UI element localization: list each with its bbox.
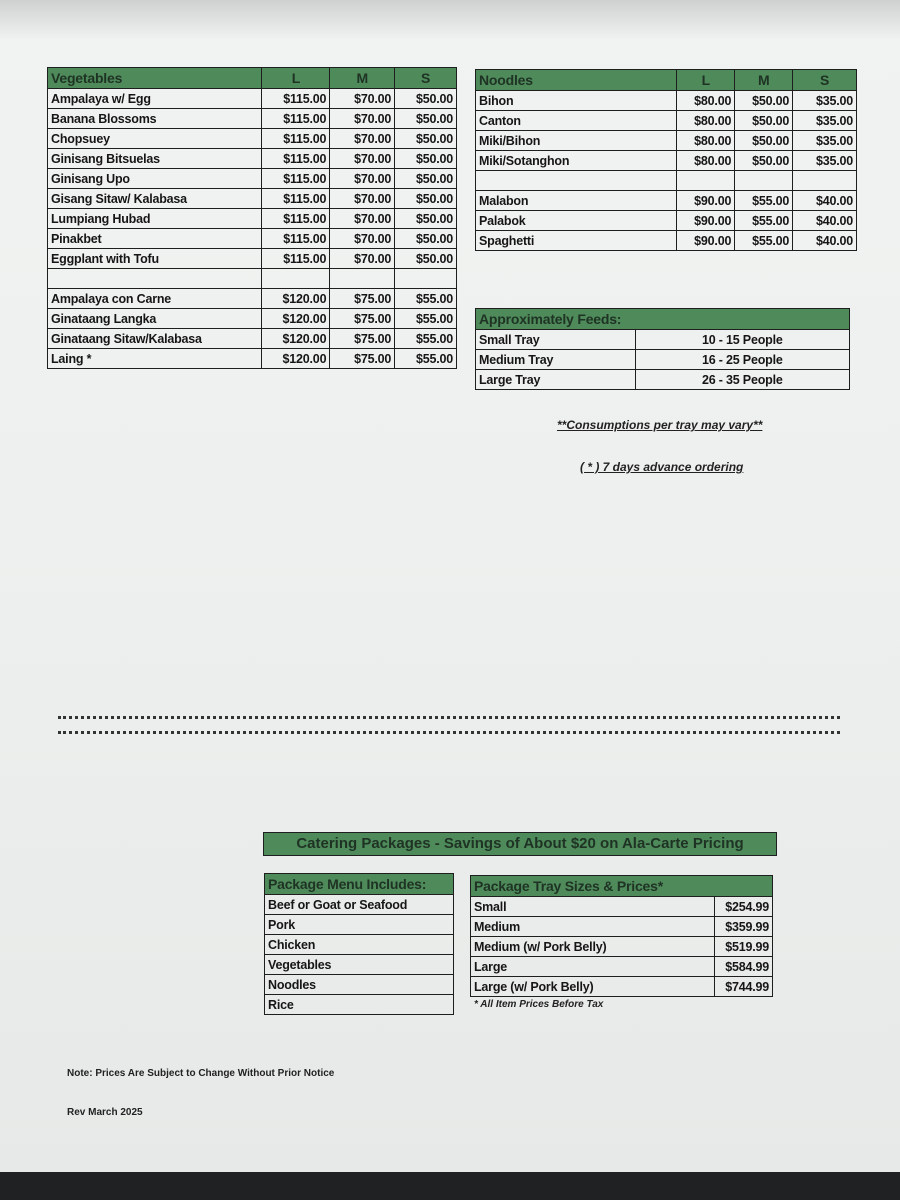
menu-item-row [48,209,457,229]
price-cell: $70.00 [330,249,395,269]
package-price: $519.99 [715,937,773,957]
package-size-row [471,897,773,917]
blank-cell [330,269,395,289]
item-name: Eggplant with Tofu [48,249,262,269]
package-price: $359.99 [715,917,773,937]
package-menu-header: Package Menu Includes: [265,874,454,895]
menu-item-row [476,211,857,231]
blank-row [48,269,457,289]
price-cell: $90.00 [677,211,735,231]
size-header-l: L [677,70,735,91]
menu-item-row [476,91,857,111]
menu-item-row [48,249,457,269]
menu-item-row [48,289,457,309]
price-cell: $115.00 [262,89,330,109]
price-cell: $70.00 [330,89,395,109]
price-cell: $70.00 [330,129,395,149]
price-cell: $50.00 [395,249,457,269]
price-cell: $70.00 [330,209,395,229]
package-sizes-header: Package Tray Sizes & Prices* [471,876,773,897]
price-cell: $40.00 [793,211,857,231]
package-menu-row [265,995,454,1015]
package-size-name: Medium [471,917,715,937]
menu-item-row [48,89,457,109]
price-cell: $120.00 [262,289,330,309]
price-cell: $50.00 [395,149,457,169]
package-menu-item: Vegetables [265,955,454,975]
price-cell: $75.00 [330,329,395,349]
blank-cell [395,269,457,289]
package-sizes-body [471,897,773,997]
price-cell: $50.00 [395,129,457,149]
price-cell: $75.00 [330,309,395,329]
price-cell: $80.00 [677,151,735,171]
menu-item-row [476,231,857,251]
menu-item-row [476,191,857,211]
item-name: Spaghetti [476,231,677,251]
size-header-s: S [395,68,457,89]
tray-size: Large Tray [476,370,636,390]
tray-size: Small Tray [476,330,636,350]
item-name: Ginisang Bitsuelas [48,149,262,169]
price-cell: $55.00 [735,211,793,231]
menu-item-row [476,151,857,171]
package-price: $744.99 [715,977,773,997]
price-cell: $50.00 [395,189,457,209]
price-cell: $115.00 [262,149,330,169]
feeds-row [476,330,850,350]
package-menu-row [265,915,454,935]
package-size-name: Large [471,957,715,977]
package-size-name: Medium (w/ Pork Belly) [471,937,715,957]
price-cell: $35.00 [793,131,857,151]
price-cell: $70.00 [330,169,395,189]
size-header-s: S [793,70,857,91]
price-cell: $70.00 [330,229,395,249]
package-size-row [471,917,773,937]
dotted-divider-bottom [58,731,840,734]
menu-item-row [48,129,457,149]
people-count: 10 - 15 People [635,330,849,350]
item-name: Lumpiang Hubad [48,209,262,229]
price-cell: $50.00 [395,109,457,129]
blank-cell [735,171,793,191]
package-menu-row [265,955,454,975]
price-cell: $115.00 [262,129,330,149]
price-cell: $40.00 [793,191,857,211]
vegetables-title: Vegetables [48,68,262,89]
item-name: Bihon [476,91,677,111]
price-cell: $80.00 [677,131,735,151]
people-count: 16 - 25 People [635,350,849,370]
price-cell: $55.00 [395,349,457,369]
dotted-divider-top [58,716,840,719]
package-menu-item: Pork [265,915,454,935]
price-cell: $75.00 [330,289,395,309]
size-header-m: M [330,68,395,89]
blank-cell [48,269,262,289]
package-size-name: Small [471,897,715,917]
menu-item-row [476,111,857,131]
price-cell: $70.00 [330,149,395,169]
price-cell: $40.00 [793,231,857,251]
price-cell: $35.00 [793,151,857,171]
package-menu-item: Rice [265,995,454,1015]
item-name: Malabon [476,191,677,211]
blank-cell [262,269,330,289]
item-name: Palabok [476,211,677,231]
price-cell: $70.00 [330,189,395,209]
package-sizes-table [470,875,773,997]
price-cell: $115.00 [262,229,330,249]
item-name: Canton [476,111,677,131]
vegetables-body [48,89,457,369]
price-cell: $120.00 [262,309,330,329]
package-menu-item: Chicken [265,935,454,955]
feeds-body [476,330,850,390]
price-cell: $80.00 [677,91,735,111]
item-name: Ampalaya w/ Egg [48,89,262,109]
menu-item-row [48,309,457,329]
price-cell: $35.00 [793,111,857,131]
menu-item-row [48,229,457,249]
package-size-row [471,937,773,957]
package-menu-item: Noodles [265,975,454,995]
noodles-title: Noodles [476,70,677,91]
price-cell: $120.00 [262,349,330,369]
price-cell: $75.00 [330,349,395,369]
price-cell: $50.00 [735,111,793,131]
consumption-note: **Consumptions per tray may vary** [557,418,763,432]
price-cell: $90.00 [677,231,735,251]
people-count: 26 - 35 People [635,370,849,390]
item-name: Ginisang Upo [48,169,262,189]
price-cell: $55.00 [395,329,457,349]
price-cell: $50.00 [395,229,457,249]
catering-banner: Catering Packages - Savings of About $20 on Ala-Carte Pricing [263,832,777,856]
price-cell: $50.00 [735,91,793,111]
price-cell: $115.00 [262,109,330,129]
item-name: Miki/Bihon [476,131,677,151]
menu-item-row [48,329,457,349]
blank-cell [476,171,677,191]
noodles-header-row [476,70,857,91]
item-name: Miki/Sotanghon [476,151,677,171]
price-cell: $50.00 [395,89,457,109]
menu-item-row [48,149,457,169]
revision-note: Rev March 2025 [67,1107,143,1118]
price-cell: $55.00 [735,191,793,211]
menu-item-row [48,189,457,209]
package-menu-row [265,895,454,915]
package-menu-body [265,895,454,1015]
price-change-note: Note: Prices Are Subject to Change Without Prior Notice [67,1068,335,1079]
package-menu-item: Beef or Goat or Seafood [265,895,454,915]
price-cell: $70.00 [330,109,395,129]
package-menu-table [264,873,454,1015]
blank-cell [677,171,735,191]
item-name: Ginataang Sitaw/Kalabasa [48,329,262,349]
item-name: Pinakbet [48,229,262,249]
vegetables-header-row [48,68,457,89]
feeds-header: Approximately Feeds: [476,309,850,330]
feeds-row [476,350,850,370]
price-cell: $120.00 [262,329,330,349]
item-name: Laing * [48,349,262,369]
blank-cell [793,171,857,191]
price-cell: $115.00 [262,189,330,209]
price-cell: $50.00 [395,169,457,189]
noodles-table [475,69,857,251]
price-cell: $55.00 [735,231,793,251]
approximately-feeds-table [475,308,850,390]
price-cell: $80.00 [677,111,735,131]
item-name: Banana Blossoms [48,109,262,129]
size-header-l: L [262,68,330,89]
menu-item-row [48,169,457,189]
item-name: Gisang Sitaw/ Kalabasa [48,189,262,209]
price-cell: $35.00 [793,91,857,111]
menu-item-row [48,349,457,369]
package-size-row [471,977,773,997]
item-name: Ampalaya con Carne [48,289,262,309]
price-cell: $50.00 [735,151,793,171]
noodles-body [476,91,857,251]
price-cell: $50.00 [395,209,457,229]
price-cell: $50.00 [735,131,793,151]
blank-row [476,171,857,191]
price-cell: $115.00 [262,169,330,189]
price-cell: $90.00 [677,191,735,211]
price-cell: $115.00 [262,249,330,269]
package-menu-row [265,975,454,995]
item-name: Chopsuey [48,129,262,149]
vegetables-table [47,67,457,369]
price-cell: $115.00 [262,209,330,229]
package-size-name: Large (w/ Pork Belly) [471,977,715,997]
item-name: Ginataang Langka [48,309,262,329]
package-size-row [471,957,773,977]
tray-size: Medium Tray [476,350,636,370]
tax-note: * All Item Prices Before Tax [474,999,604,1010]
package-menu-row [265,935,454,955]
size-header-m: M [735,70,793,91]
menu-item-row [48,109,457,129]
price-cell: $55.00 [395,309,457,329]
page-shadow [0,0,900,40]
package-price: $584.99 [715,957,773,977]
price-cell: $55.00 [395,289,457,309]
menu-item-row [476,131,857,151]
package-price: $254.99 [715,897,773,917]
feeds-row [476,370,850,390]
advance-order-note: ( * ) 7 days advance ordering [580,460,744,474]
